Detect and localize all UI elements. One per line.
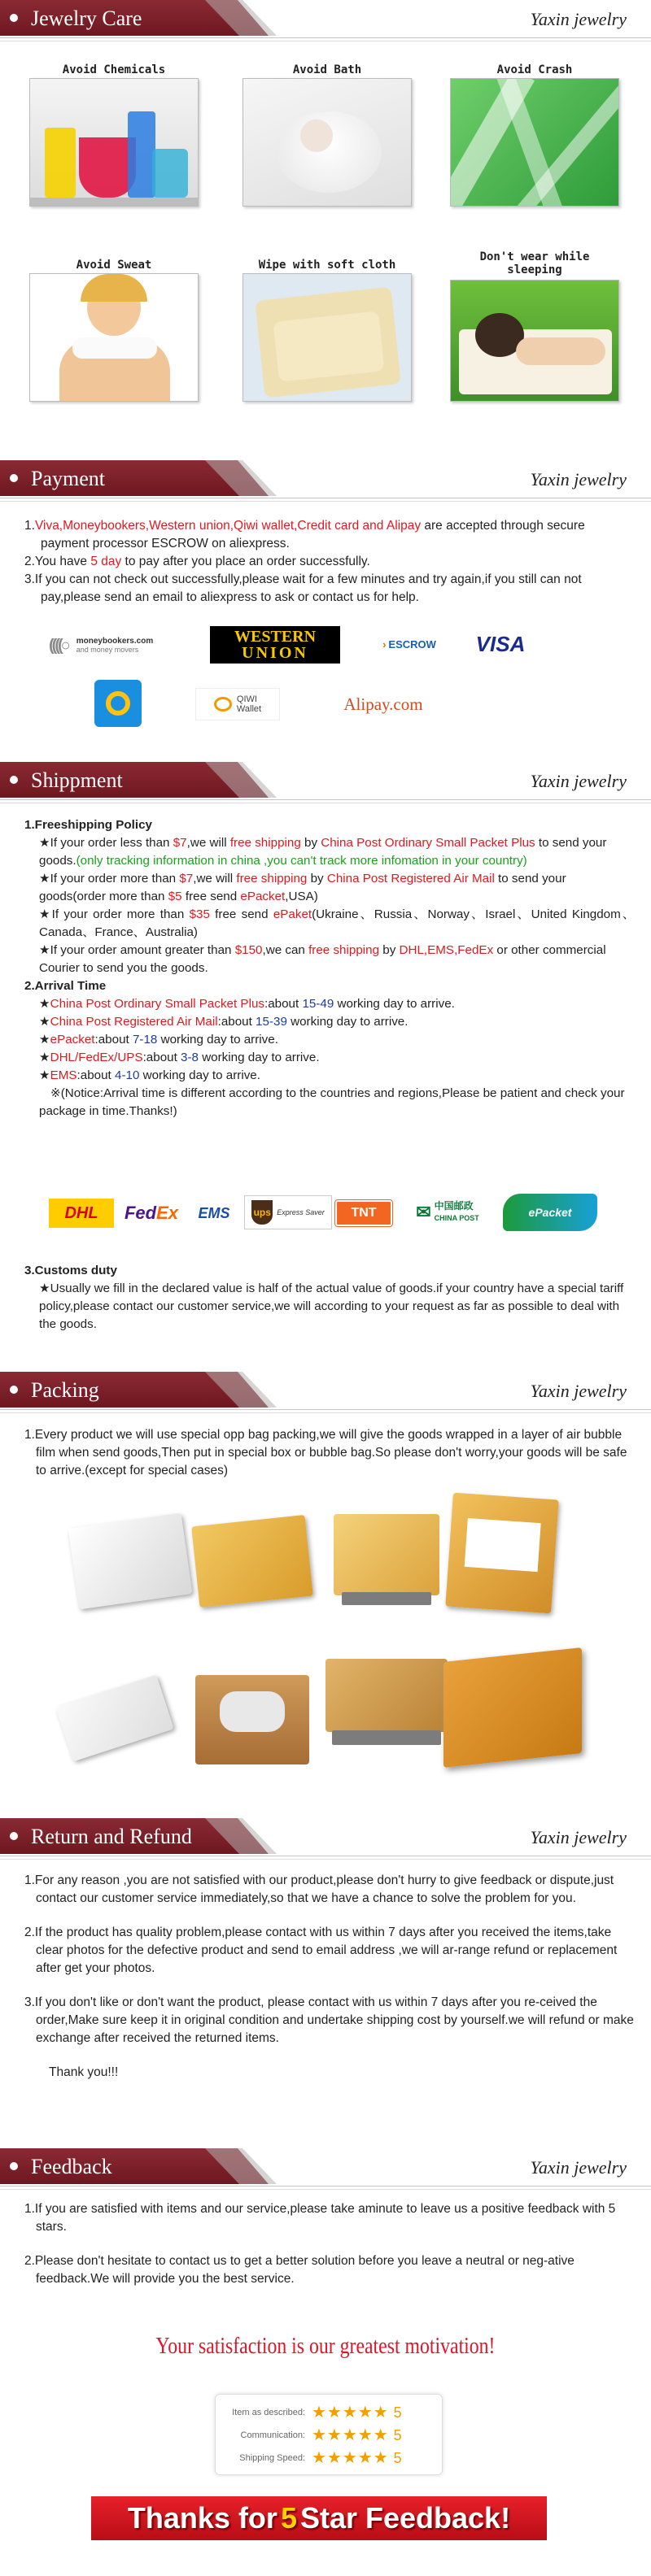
section-header-care bbox=[0, 0, 651, 36]
brand-name: Yaxin jewelry bbox=[530, 2157, 627, 2178]
escrow-logo: › ESCROW bbox=[382, 638, 436, 651]
bullet-dot bbox=[10, 474, 18, 482]
kraft-envelope-photo bbox=[191, 1515, 313, 1608]
care-label: Avoid Chemicals bbox=[29, 63, 199, 76]
bullet-dot bbox=[10, 1832, 18, 1840]
dhl-logo: DHL bbox=[49, 1199, 114, 1228]
star-rating: ★★★★★ bbox=[312, 2426, 389, 2444]
qiwi-q-logo bbox=[94, 680, 142, 727]
care-tile-crash bbox=[450, 63, 619, 207]
payment-text: 1.Viva,Moneybookers,Western union,Qiwi wallet,Credit card and Alipay are accepted through secure payment processor ESCROW on aliexpress. 2.You have 5 day to pay after you place an order successfully. 3.If you can not check out successfully,please wait for a few minutes and try again,if you still can not pay,please send an email to aliexpress to ask or contact us for help. bbox=[24, 519, 585, 604]
section-header-feedback bbox=[0, 2148, 651, 2184]
care-tile-sleeping bbox=[450, 250, 619, 402]
visa-logo: VISA bbox=[475, 632, 526, 656]
bullet-dot bbox=[10, 776, 18, 784]
section-title: Payment bbox=[31, 467, 105, 490]
feedback-motto: Your satisfaction is our greatest motivation! bbox=[155, 2333, 496, 2359]
brand-name: Yaxin jewelry bbox=[530, 1381, 627, 1401]
alipay-logo: Alipay.com bbox=[343, 694, 423, 714]
rating-row: Communication: ★★★★★ 5 bbox=[224, 2424, 434, 2447]
care-label: Avoid Crash bbox=[450, 63, 619, 76]
star-rating: ★★★★★ bbox=[312, 2449, 389, 2467]
care-label: Wipe with soft cloth bbox=[242, 259, 412, 272]
bullet-dot bbox=[10, 14, 18, 22]
care-tile-bath bbox=[242, 63, 412, 207]
western-union-logo: WESTERN UNION bbox=[210, 626, 340, 664]
shipment-policy: 1.Freeshipping Policy ★If your order less than $7,we will free shipping by China Post Ordinary Small Packet Plus to send your goods.(only tracking information in china ,you can't track more infomation in your country) ★If your order more than $7,we will free shipping by China Post Registered Air Mail to send your goods(order more than $5 free send ePacket,USA) ★If your order more than $35 free send ePaket(Ukraine、Russia、Norway、Israel、United Kingdom、Canada、France、Australia) ★If your order amount greater than $150,we can free shipping by DHL,EMS,FedEx or other commercial Courier to send you the goods. 2.Arrival Time ★China Post Ordinary Small Packet Plus:about 15-49 working day to arrive. ★China Post Registered Air Mail:about 15-39 working day to arrive. ★ePacket:about 7-18 working day to arrive. ★DHL/FedEx/UPS:about 3-8 working day to arrive. ★EMS:about 4-10 working day to arrive. ※(Notice:Arrival time is different according to the countries and regions,Please be patient and check your package in time.Thanks!) bbox=[24, 818, 635, 1118]
qiwi-wallet-logo: QIWI Wallet bbox=[195, 688, 280, 720]
scale-base bbox=[342, 1592, 431, 1605]
rating-box bbox=[215, 2394, 443, 2475]
fedex-logo: Fed Ex bbox=[124, 1203, 179, 1223]
bullet-dot bbox=[10, 1386, 18, 1394]
refund-text: 1.For any reason ,you are not satisfied with our product,please don't hurry to give feedback or dispute,just contact our customer service immediately,so that we have a chance to solve the problem for you. 2.If the product has quality problem,please contact with us within 7 days after you received the items,take clear photos for the defective product and send to email address ,we will ar-range refund or replacement after get your photos. 3.If you don't like or don't want the product, please contact with us within 7 days after you re-ceived the order,Make sure keep it in original condition and undertake shipping cost by yourself.we will refund or make exchange after received the returned items. Thank you!!! bbox=[24, 1873, 634, 2079]
section-header-payment bbox=[0, 460, 651, 496]
section-header-refund bbox=[0, 1818, 651, 1854]
star-rating: ★★★★★ bbox=[312, 2404, 389, 2422]
brand-name: Yaxin jewelry bbox=[530, 469, 627, 490]
packing-text: 1.Every product we will use special opp bag packing,we will give the goods wrapped in a layer of air bubble film when send goods,Then put in special box or bubble bag.So please don't worry,your goods will be safe to arrive.(except for special cases) bbox=[24, 1428, 627, 1477]
brand-name: Yaxin jewelry bbox=[530, 1827, 627, 1847]
section-header-shipment bbox=[0, 762, 651, 798]
labeled-envelope-photo bbox=[445, 1493, 558, 1614]
china-post-logo: ✉ 中国邮政 CHINA POST bbox=[416, 1200, 479, 1222]
open-box-photo bbox=[195, 1675, 309, 1764]
rating-row: Item as described: ★★★★★ 5 bbox=[224, 2401, 434, 2424]
section-title: Packing bbox=[31, 1378, 99, 1402]
section-title: Return and Refund bbox=[31, 1825, 192, 1848]
section-title: Shippment bbox=[31, 768, 123, 792]
care-label: Avoid Sweat bbox=[29, 259, 199, 272]
section-header-packing bbox=[0, 1372, 651, 1408]
scale-envelope-photo bbox=[334, 1514, 439, 1595]
care-tile-chemicals bbox=[29, 63, 199, 207]
care-tile-sweat bbox=[29, 259, 199, 402]
scale-base bbox=[332, 1730, 441, 1745]
taped-box-photo bbox=[443, 1647, 582, 1768]
customs-duty: 3.Customs duty ★Usually we fill in the declared value is half of the actual value of goods.if your country have a special tariff policy,please contact our customer service,we will according to your request as far as possible to deal with the goods. bbox=[24, 1264, 624, 1331]
ems-logo: EMS bbox=[198, 1205, 230, 1221]
epacket-logo: ePacket bbox=[503, 1194, 597, 1231]
section-title: Feedback bbox=[31, 2155, 112, 2178]
rating-row: Shipping Speed: ★★★★★ 5 bbox=[224, 2447, 434, 2469]
tnt-logo: TNT bbox=[335, 1200, 392, 1226]
care-tile-cloth bbox=[242, 259, 412, 402]
care-label: Don't wear while sleeping bbox=[450, 250, 619, 276]
bullet-dot bbox=[10, 2162, 18, 2170]
brand-name: Yaxin jewelry bbox=[530, 771, 627, 791]
scale-box-photo bbox=[326, 1659, 448, 1732]
brand-name: Yaxin jewelry bbox=[530, 9, 627, 29]
care-label: Avoid Bath bbox=[242, 63, 412, 76]
ups-logo: ups Express Saver bbox=[244, 1195, 332, 1229]
thanks-banner: Thanks for 5 Star Feedback! bbox=[91, 2496, 547, 2540]
bubble-bag-photo bbox=[68, 1513, 193, 1610]
opp-bag-photo bbox=[55, 1675, 173, 1762]
feedback-text: 1.If you are satisfied with items and our service,please take aminute to leave us a positive feedback with 5 stars. 2.Please don't hesitate to contact us to get a better solution before you leave a neutral or neg-ative feedback.We will provide you the best service. bbox=[24, 2202, 616, 2286]
moneybookers-logo: ((((○ moneybookers.com and money movers bbox=[49, 637, 154, 655]
section-title: Jewelry Care bbox=[31, 7, 142, 30]
